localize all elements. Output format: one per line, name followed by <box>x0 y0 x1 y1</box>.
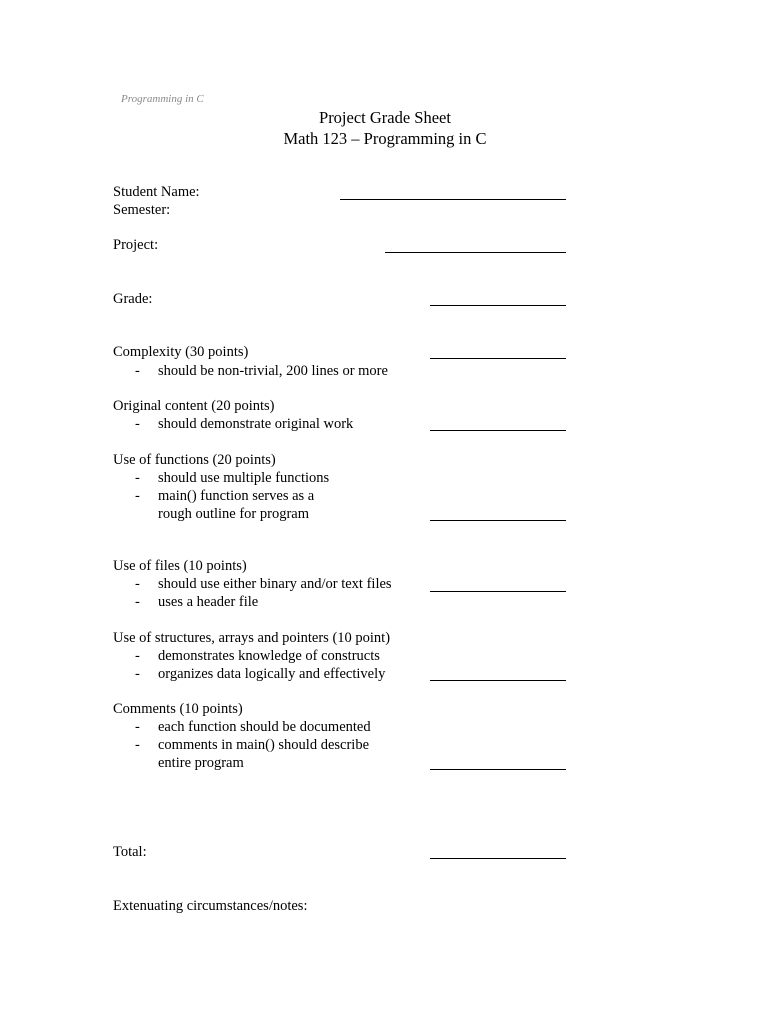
bullet-dash: - <box>135 594 140 610</box>
criterion-label: Use of functions (20 points) <box>113 452 276 468</box>
criterion-label: Use of structures, arrays and pointers (10 point) <box>113 630 391 646</box>
grade-line <box>430 305 566 306</box>
criterion-label: Use of files (10 points) <box>113 558 247 574</box>
score-line <box>430 358 566 359</box>
score-line <box>430 680 566 681</box>
grade-label: Grade: <box>113 291 153 307</box>
score-line <box>430 430 566 431</box>
bullet-dash: - <box>135 737 140 753</box>
bullet-dash: - <box>135 470 140 486</box>
criterion-bullet: uses a header file <box>158 594 259 610</box>
running-header: Programming in C <box>121 93 204 105</box>
student-name-label: Student Name: <box>113 184 200 200</box>
project-line <box>385 252 566 253</box>
criterion-bullet: should demonstrate original work <box>158 416 354 432</box>
criterion-bullet: comments in main() should describe <box>158 737 370 753</box>
total-label: Total: <box>113 844 147 860</box>
semester-label: Semester: <box>113 202 171 218</box>
bullet-dash: - <box>135 648 140 664</box>
score-line <box>430 520 566 521</box>
criterion-bullet: main() function serves as a <box>158 488 315 504</box>
score-line <box>430 591 566 592</box>
criterion-bullet: rough outline for program <box>158 506 310 522</box>
score-line <box>430 769 566 770</box>
bullet-dash: - <box>135 488 140 504</box>
bullet-dash: - <box>135 576 140 592</box>
project-label: Project: <box>113 237 159 253</box>
total-line <box>430 858 566 859</box>
criterion-bullet: should use either binary and/or text files <box>158 576 392 592</box>
criterion-label: Comments (10 points) <box>113 701 243 717</box>
page-subtitle: Math 123 – Programming in C <box>283 129 487 148</box>
criterion-bullet: each function should be documented <box>158 719 371 735</box>
bullet-dash: - <box>135 416 140 432</box>
student-name-line <box>340 199 566 200</box>
bullet-dash: - <box>135 363 140 379</box>
criterion-label: Complexity (30 points) <box>113 344 249 360</box>
notes-label: Extenuating circumstances/notes: <box>113 898 308 914</box>
criterion-bullet: should use multiple functions <box>158 470 330 486</box>
criterion-bullet: organizes data logically and effectively <box>158 666 386 682</box>
criterion-bullet: should be non-trivial, 200 lines or more <box>158 363 388 379</box>
criterion-bullet: entire program <box>158 755 244 771</box>
criterion-label: Original content (20 points) <box>113 398 275 414</box>
bullet-dash: - <box>135 719 140 735</box>
criterion-bullet: demonstrates knowledge of constructs <box>158 648 380 664</box>
page-title: Project Grade Sheet <box>319 108 451 127</box>
bullet-dash: - <box>135 666 140 682</box>
